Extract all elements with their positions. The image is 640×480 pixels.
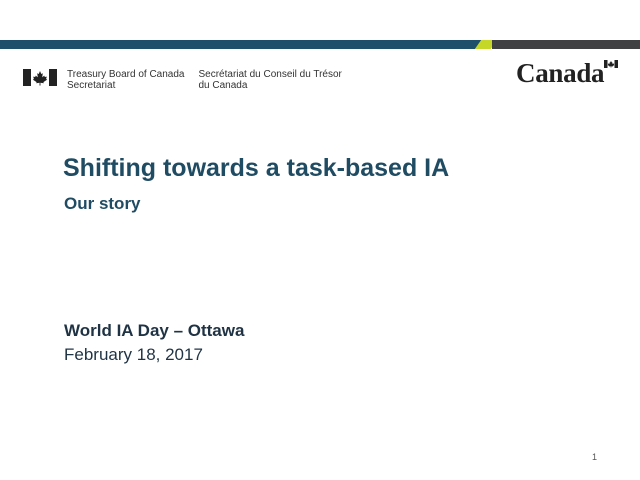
page-number: 1 — [592, 452, 598, 462]
canada-wordmark — [516, 58, 620, 90]
slide-subtitle: Our story — [64, 194, 141, 213]
government-signature — [23, 69, 342, 91]
event-date: February 18, 2017 — [64, 345, 203, 364]
department-name-french-line2: du Canada — [198, 80, 248, 91]
event-name: World IA Day – Ottawa — [64, 321, 245, 340]
canada-flag-symbol-icon — [23, 69, 57, 86]
header-band-gray-segment — [492, 40, 640, 49]
header-band-blue-segment — [0, 40, 484, 49]
canada-wordmark-flag-icon — [604, 60, 618, 68]
department-name-french — [198, 69, 341, 91]
department-name-english-line2: Secretariat — [67, 80, 116, 91]
department-name-english — [67, 69, 184, 91]
canada-wordmark-text: Canada — [516, 58, 605, 88]
slide-title: Shifting towards a task-based IA — [63, 154, 450, 182]
header-color-band — [0, 40, 640, 49]
department-name-french-line1: Secrétariat du Conseil du Trésor — [198, 69, 342, 80]
department-name-english-line1: Treasury Board of Canada — [67, 69, 185, 80]
